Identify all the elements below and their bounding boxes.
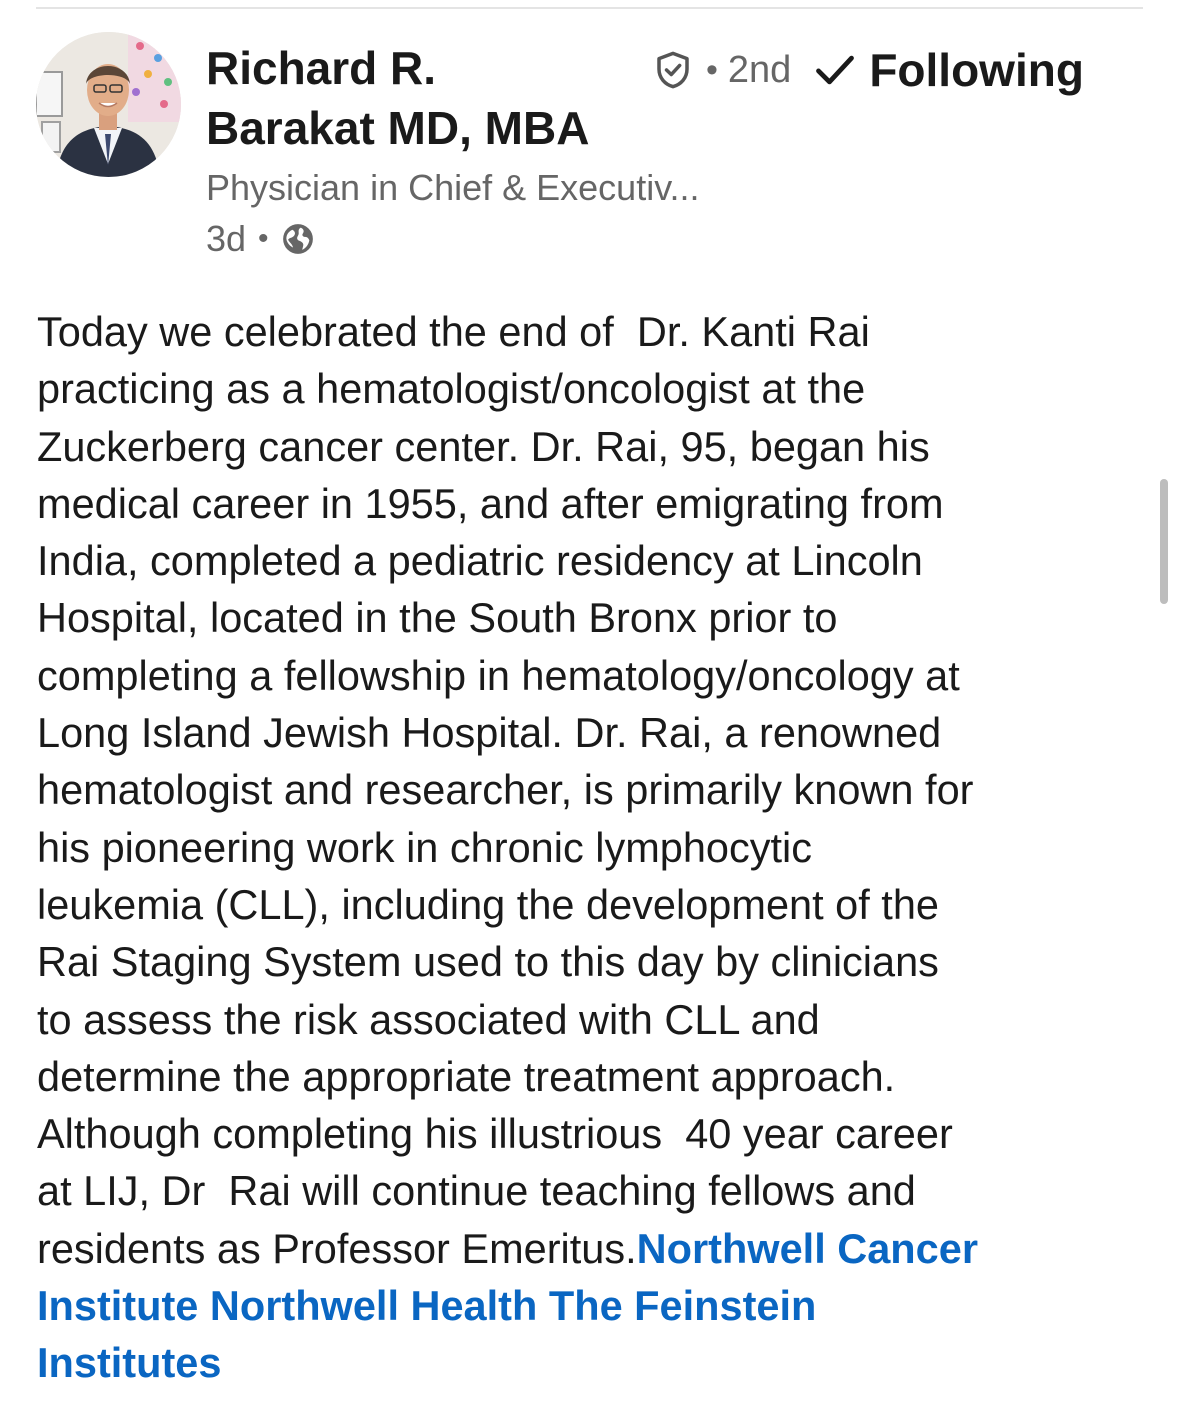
meta-separator: • [706,50,718,89]
post-text-line: his pioneering work in chronic lymphocytic [37,823,813,871]
author-meta-row [652,40,1084,100]
following-button[interactable] [813,43,1084,97]
post-text-line: hematologist and researcher, is primarily known for [37,766,974,814]
author-name-line1: Richard R. [206,42,437,94]
post-text-line: leukemia (CLL), including the development of the [37,880,939,928]
post-text-line: Today we celebrated the end of Dr. Kanti Rai [37,308,870,355]
post-text-line: Long Island Jewish Hospital. Dr. Rai, a renowned [37,709,942,757]
time-separator: • [258,222,269,255]
following-label: Following [869,44,1084,96]
avatar-photo [36,32,181,177]
globe-icon [281,222,315,256]
post-time-row [206,216,315,262]
author-headline: Physician in Chief & Executiv... [206,167,700,208]
mention-feinstein-institutes-cont[interactable]: Institutes [37,1339,222,1387]
author-name[interactable] [206,38,646,158]
post-text-line: medical career in 1955, and after emigrating from [37,479,944,527]
top-divider [36,7,1143,9]
author-name-line2: Barakat MD, MBA [206,102,590,154]
post-text-line: Zuckerberg cancer center. Dr. Rai, 95, began his [37,422,930,470]
post-text-line: residents as Professor Emeritus. [37,1224,637,1272]
post-body-text [37,303,1152,1392]
post-text-line: at LIJ, Dr Rai will continue teaching fellows and [37,1167,916,1215]
mentions-line [37,1334,1152,1391]
connection-degree: 2nd [727,48,792,91]
mention-northwell-cancer-institute[interactable]: Northwell Cancer [636,1224,978,1272]
post-text-line: to assess the risk associated with CLL and [37,995,820,1043]
author-avatar[interactable] [36,32,181,177]
post-text-line: Rai Staging System used to this day by clinicians [37,938,939,986]
mentions-line [37,1277,1152,1334]
post-text-line: practicing as a hematologist/oncologist at the [37,365,866,413]
post-text-line: completing a fellowship in hematology/oncology at [37,651,960,699]
post-text-line: Hospital, located in the South Bronx prior to [37,594,838,642]
post-text-line: determine the appropriate treatment approach. [37,1052,896,1100]
mention-northwell-cancer-institute-cont[interactable]: Institute [37,1282,199,1330]
post-text-line: Although completing his illustrious 40 year career [37,1110,953,1158]
post-time: 3d [206,218,247,259]
checkmark-icon [813,48,857,92]
scrollbar-thumb[interactable] [1160,479,1168,604]
post-text-line: India, completed a pediatric residency at Lincoln [37,537,923,585]
mention-northwell-health[interactable]: Northwell Health [209,1282,538,1330]
mention-feinstein-institutes[interactable]: The Feinstein [548,1282,817,1330]
post-text-line-with-mention [37,1220,1152,1277]
shield-check-icon [652,49,694,91]
